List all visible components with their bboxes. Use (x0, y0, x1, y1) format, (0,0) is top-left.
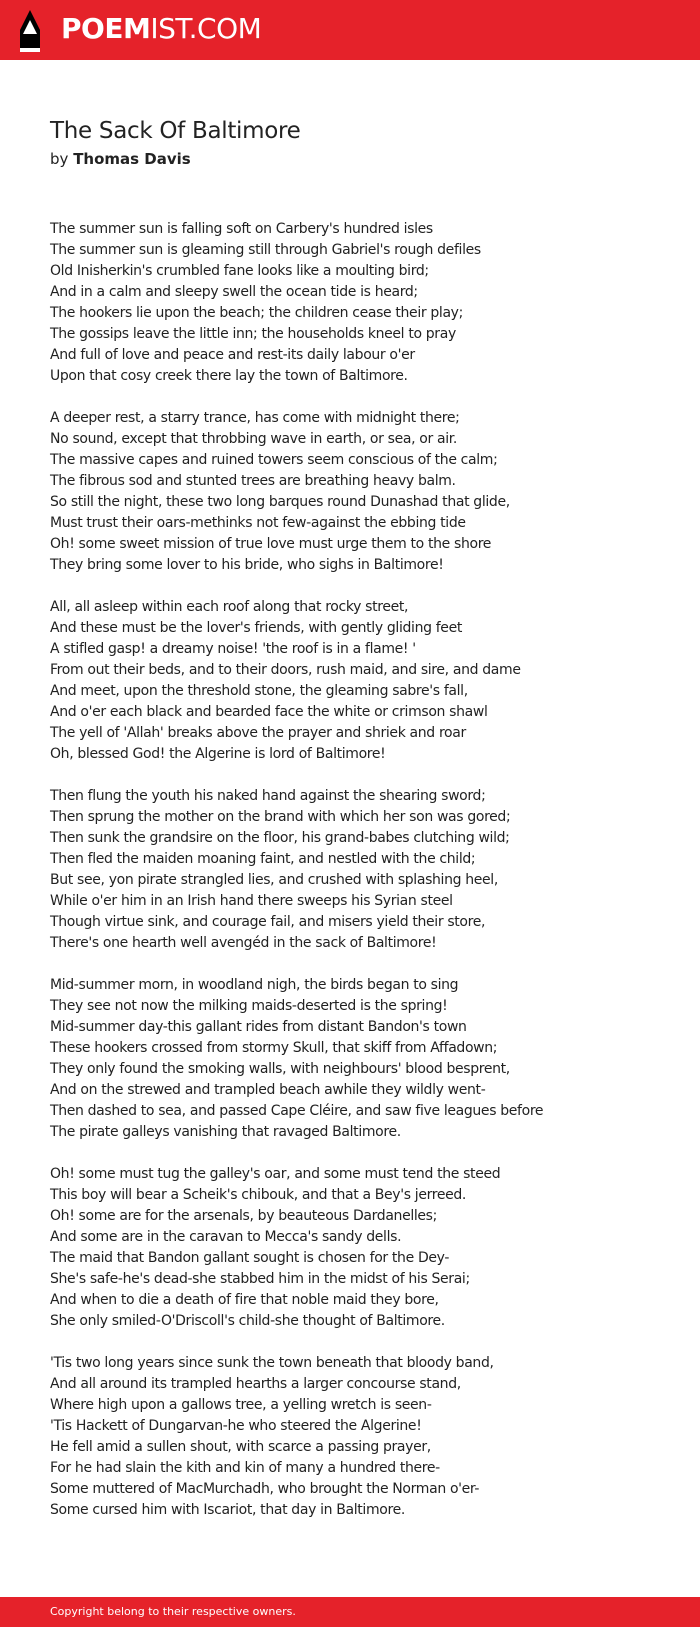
poem-line: She's safe-he's dead-she stabbed him in the midst of his Serai; (50, 1271, 470, 1287)
by-label: by (50, 150, 69, 168)
poem-line: The massive capes and ruined towers seem conscious of the calm; (50, 452, 498, 468)
poem-line: These hookers crossed from stormy Skull, that skiff from Affadown; (50, 1040, 498, 1056)
poem-line: But see, yon pirate strangled lies, and crushed with splashing heel, (50, 872, 498, 888)
stanza (50, 408, 680, 576)
poem-line: She only smiled-O'Driscoll's child-she thought of Baltimore. (50, 1313, 445, 1329)
poem-title: The Sack Of Baltimore (50, 118, 301, 144)
stanza (50, 1164, 680, 1332)
poem-line: The gossips leave the little inn; the households kneel to pray (50, 326, 456, 342)
poem-line: Must trust their oars-methinks not few-against the ebbing tide (50, 515, 466, 531)
poem-line: The maid that Bandon gallant sought is chosen for the Dey- (50, 1250, 450, 1266)
poem-line: Oh, blessed God! the Algerine is lord of Baltimore! (50, 746, 386, 762)
poem-line: Old Inisherkin's crumbled fane looks like a moulting bird; (50, 263, 429, 279)
poem-line: Then fled the maiden moaning faint, and nestled with the child; (50, 851, 476, 867)
logo-light-text: IST.COM (150, 12, 262, 45)
poem-line: They bring some lover to his bride, who sighs in Baltimore! (50, 557, 444, 573)
poem-line: Then sunk the grandsire on the floor, his grand-babes clutching wild; (50, 830, 510, 846)
poem-line: Some muttered of MacMurchadh, who brought the Norman o'er- (50, 1481, 480, 1497)
poem-line: Oh! some are for the arsenals, by beauteous Dardanelles; (50, 1208, 437, 1224)
poem-line: 'Tis Hackett of Dungarvan-he who steered the Algerine! (50, 1418, 422, 1434)
author-name[interactable]: Thomas Davis (73, 150, 191, 168)
stanza (50, 597, 680, 765)
stanza (50, 219, 680, 387)
poem-body (50, 219, 680, 1542)
poem-line: And full of love and peace and rest-its daily labour o'er (50, 347, 415, 363)
poem-line: And some are in the caravan to Mecca's sandy dells. (50, 1229, 402, 1245)
poem-line: They only found the smoking walls, with neighbours' blood besprent, (50, 1061, 510, 1077)
poem-line: The hookers lie upon the beach; the children cease their play; (50, 305, 463, 321)
poem-line: And when to die a death of fire that noble maid they bore, (50, 1292, 439, 1308)
site-logo[interactable] (61, 12, 261, 46)
poem-line: While o'er him in an Irish hand there sweeps his Syrian steel (50, 893, 453, 909)
byline (50, 148, 191, 170)
poem-line: Oh! some must tug the galley's oar, and some must tend the steed (50, 1166, 501, 1182)
copyright-text: Copyright belong to their respective owners. (50, 1605, 296, 1618)
poem-line: And on the strewed and trampled beach awhile they wildly went- (50, 1082, 486, 1098)
poem-line: Where high upon a gallows tree, a yelling wretch is seen- (50, 1397, 432, 1413)
poem-line: Mid-summer day-this gallant rides from distant Bandon's town (50, 1019, 467, 1035)
logo-bold-text: POEM (61, 12, 151, 45)
poem-line: A stifled gasp! a dreamy noise! 'the roof is in a flame! ' (50, 641, 416, 657)
stanza (50, 786, 680, 954)
poem-line: And o'er each black and bearded face the white or crimson shawl (50, 704, 488, 720)
poem-line: Though virtue sink, and courage fail, and misers yield their store, (50, 914, 486, 930)
stanza (50, 975, 680, 1143)
poem-line: Then sprung the mother on the brand with which her son was gored; (50, 809, 511, 825)
poem-line: This boy will bear a Scheik's chibouk, and that a Bey's jerreed. (50, 1187, 467, 1203)
poem-line: From out their beds, and to their doors, rush maid, and sire, and dame (50, 662, 521, 678)
poem-line: Some cursed him with Iscariot, that day in Baltimore. (50, 1502, 405, 1518)
site-footer (0, 1597, 700, 1627)
poem-line: And these must be the lover's friends, with gently gliding feet (50, 620, 462, 636)
poem-line: The summer sun is gleaming still through Gabriel's rough defiles (50, 242, 481, 258)
poem-line: 'Tis two long years since sunk the town beneath that bloody band, (50, 1355, 494, 1371)
poem-line: He fell amid a sullen shout, with scarce a passing prayer, (50, 1439, 431, 1455)
poem-line: No sound, except that throbbing wave in earth, or sea, or air. (50, 431, 457, 447)
poem-line: And all around its trampled hearths a larger concourse stand, (50, 1376, 461, 1392)
poem-line: For he had slain the kith and kin of many a hundred there- (50, 1460, 440, 1476)
poem-line: The pirate galleys vanishing that ravaged Baltimore. (50, 1124, 401, 1140)
poem-line: There's one hearth well avengéd in the sack of Baltimore! (50, 935, 437, 951)
poem-line: Then dashed to sea, and passed Cape Cléire, and saw five leagues before (50, 1103, 544, 1119)
poem-line: All, all asleep within each roof along that rocky street, (50, 599, 409, 615)
poem-line: So still the night, these two long barques round Dunashad that glide, (50, 494, 510, 510)
poem-line: Oh! some sweet mission of true love must urge them to the shore (50, 536, 492, 552)
poem-line: Then flung the youth his naked hand against the shearing sword; (50, 788, 486, 804)
site-header (0, 0, 700, 60)
poem-line: The yell of 'Allah' breaks above the prayer and shriek and roar (50, 725, 466, 741)
poem-line: Upon that cosy creek there lay the town of Baltimore. (50, 368, 408, 384)
poem-line: The fibrous sod and stunted trees are breathing heavy balm. (50, 473, 456, 489)
stanza (50, 1353, 680, 1521)
poem-line: They see not now the milking maids-deserted is the spring! (50, 998, 448, 1014)
poem-line: And in a calm and sleepy swell the ocean tide is heard; (50, 284, 418, 300)
poem-line: And meet, upon the threshold stone, the gleaming sabre's fall, (50, 683, 468, 699)
pencil-icon[interactable] (18, 10, 42, 52)
poem-line: A deeper rest, a starry trance, has come with midnight there; (50, 410, 460, 426)
poem-line: The summer sun is falling soft on Carbery's hundred isles (50, 221, 433, 237)
poem-line: Mid-summer morn, in woodland nigh, the birds began to sing (50, 977, 459, 993)
